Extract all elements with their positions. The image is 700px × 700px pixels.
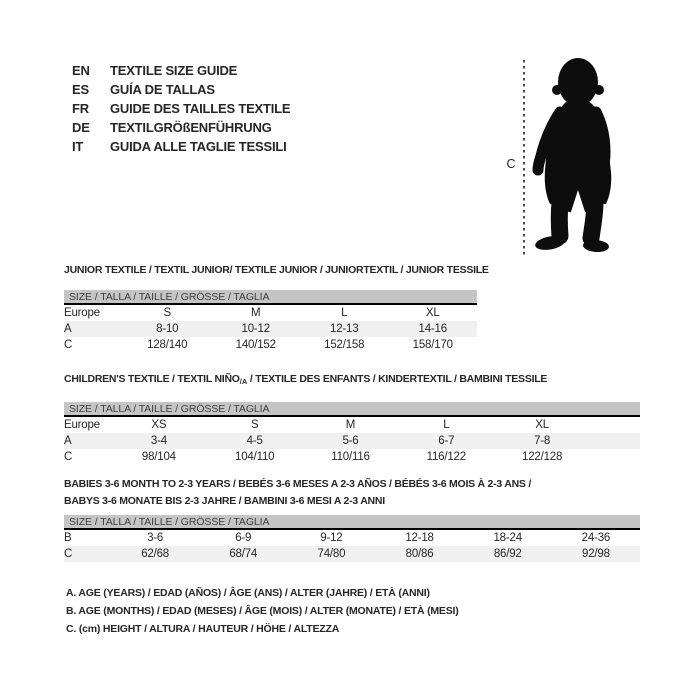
size-header-band: SIZE / TALLA / TAILLE / GRÖSSE / TAGLIA — [64, 402, 640, 417]
table-title: JUNIOR TEXTILE / TEXTIL JUNIOR/ TEXTILE JUNIOR / JUNIORTEXTIL / JUNIOR TESSILE — [64, 264, 489, 276]
size-cell: M — [345, 419, 356, 431]
size-cell: S — [250, 419, 259, 431]
row-label: C — [64, 451, 73, 463]
size-cell: 6-7 — [438, 435, 455, 447]
babies-size-table — [64, 476, 640, 562]
size-cell: XL — [535, 419, 549, 431]
row-label: C — [64, 548, 73, 560]
row-label: A — [64, 435, 72, 447]
footnote-c: C. (cm) HEIGHT / ALTURA / HAUTEUR / HÖHE / ALTEZZA — [66, 623, 340, 635]
language-code: IT — [72, 139, 84, 154]
size-cell: 68/74 — [229, 548, 258, 560]
language-list — [72, 61, 290, 156]
row-label: Europe — [64, 419, 100, 431]
row-label: B — [64, 532, 72, 544]
language-row — [72, 137, 290, 156]
size-cell: 128/140 — [147, 339, 188, 351]
table-row — [64, 546, 640, 562]
language-row — [72, 61, 290, 80]
size-cell: 5-6 — [342, 435, 359, 447]
size-cell: 62/68 — [141, 548, 169, 560]
language-row — [72, 99, 290, 118]
toddler-silhouette-icon — [534, 58, 611, 253]
size-cell: 6-9 — [235, 532, 252, 544]
size-cell: 110/116 — [331, 451, 370, 463]
row-label: Europe — [64, 307, 100, 319]
language-code: DE — [72, 120, 90, 135]
table-row — [64, 417, 640, 433]
language-label: GUÍA DE TALLAS — [110, 82, 215, 97]
size-cell: 80/86 — [405, 548, 434, 560]
size-cell: 116/122 — [426, 451, 466, 463]
size-cell: XS — [151, 419, 167, 431]
language-code: EN — [72, 63, 90, 78]
language-row — [72, 118, 290, 137]
table-row — [64, 337, 477, 353]
table-row — [64, 530, 640, 546]
size-cell: S — [163, 307, 171, 319]
title-line: BABYS 3-6 MONATE BIS 2-3 JAHRE / BAMBINI 3-6 MESI A 2-3 ANNI — [64, 495, 385, 507]
language-row — [72, 80, 290, 99]
size-cell: 104/110 — [235, 451, 275, 463]
size-cell: 152/158 — [324, 339, 365, 351]
size-cell: 18-24 — [493, 532, 522, 544]
language-label: GUIDA ALLE TAGLIE TESSILI — [110, 139, 287, 154]
language-label: GUIDE DES TAILLES TEXTILE — [110, 101, 291, 116]
size-cell: XL — [425, 307, 440, 319]
size-cell: 12-18 — [405, 532, 434, 544]
title-text: / TEXTILE DES ENFANTS / KINDERTEXTIL / BAMBINI TESSILE — [247, 373, 548, 385]
spacer-cell — [590, 433, 640, 449]
size-cell: 3-4 — [150, 435, 167, 447]
size-cell: M — [251, 307, 261, 319]
measure-label-c: C — [506, 157, 516, 171]
size-table — [64, 417, 640, 465]
baby-size-figure — [508, 54, 658, 262]
size-cell: L — [443, 419, 450, 431]
size-table — [64, 530, 640, 562]
title-subscript: /A — [239, 377, 248, 386]
size-cell: 24-36 — [581, 532, 611, 544]
row-label: A — [64, 323, 72, 335]
size-header-band: SIZE / TALLA / TAILLE / GRÖSSE / TAGLIA — [64, 290, 477, 305]
language-code: ES — [72, 82, 89, 97]
table-title — [64, 476, 640, 510]
title-text: CHILDREN'S TEXTILE / TEXTIL NIÑO — [64, 373, 240, 385]
size-cell: 10-12 — [241, 323, 270, 335]
table-row — [64, 433, 640, 449]
footnote-b: B. AGE (MONTHS) / EDAD (MESES) / ÂGE (MOIS) / ALTER (MONATE) / ETÀ (MESI) — [66, 605, 459, 617]
language-code: FR — [72, 101, 89, 116]
size-cell: 98/104 — [141, 451, 176, 463]
size-cell: 158/170 — [412, 339, 453, 351]
size-cell: 8-10 — [156, 323, 179, 335]
table-row — [64, 321, 477, 337]
size-cell: 12-13 — [330, 323, 359, 335]
size-cell: 122/128 — [522, 451, 563, 463]
junior-size-table — [64, 263, 489, 353]
table-title — [64, 372, 640, 389]
language-label: TEXTILGRÖßENFÜHRUNG — [110, 120, 272, 135]
spacer-cell — [590, 449, 640, 465]
size-cell: L — [341, 307, 348, 319]
children-size-table — [64, 372, 640, 465]
size-cell: 92/98 — [582, 548, 610, 560]
size-table — [64, 305, 477, 353]
size-cell: 9-12 — [320, 532, 343, 544]
size-cell: 7-8 — [534, 435, 551, 447]
footnote-a: A. AGE (YEARS) / EDAD (AÑOS) / ÂGE (ANS) / ALTER (JAHRE) / ETÀ (ANNI) — [66, 587, 430, 599]
table-row — [64, 449, 640, 465]
size-cell: 14-16 — [418, 323, 447, 335]
row-label: C — [64, 339, 73, 351]
table-row — [64, 305, 477, 321]
size-cell: 3-6 — [147, 532, 164, 544]
size-cell: 86/92 — [493, 548, 522, 560]
spacer-cell — [590, 417, 640, 433]
language-label: TEXTILE SIZE GUIDE — [110, 63, 238, 78]
size-cell: 74/80 — [317, 548, 346, 560]
footnote-legend — [66, 584, 459, 638]
size-cell: 140/152 — [235, 339, 276, 351]
size-cell: 4-5 — [246, 435, 263, 447]
size-header-band: SIZE / TALLA / TAILLE / GRÖSSE / TAGLIA — [64, 515, 640, 530]
title-line: BABIES 3-6 MONTH TO 2-3 YEARS / BEBÉS 3-6 MESES A 2-3 AÑOS / BÉBÉS 3-6 MOIS À 2-3 ANS / — [64, 478, 532, 490]
